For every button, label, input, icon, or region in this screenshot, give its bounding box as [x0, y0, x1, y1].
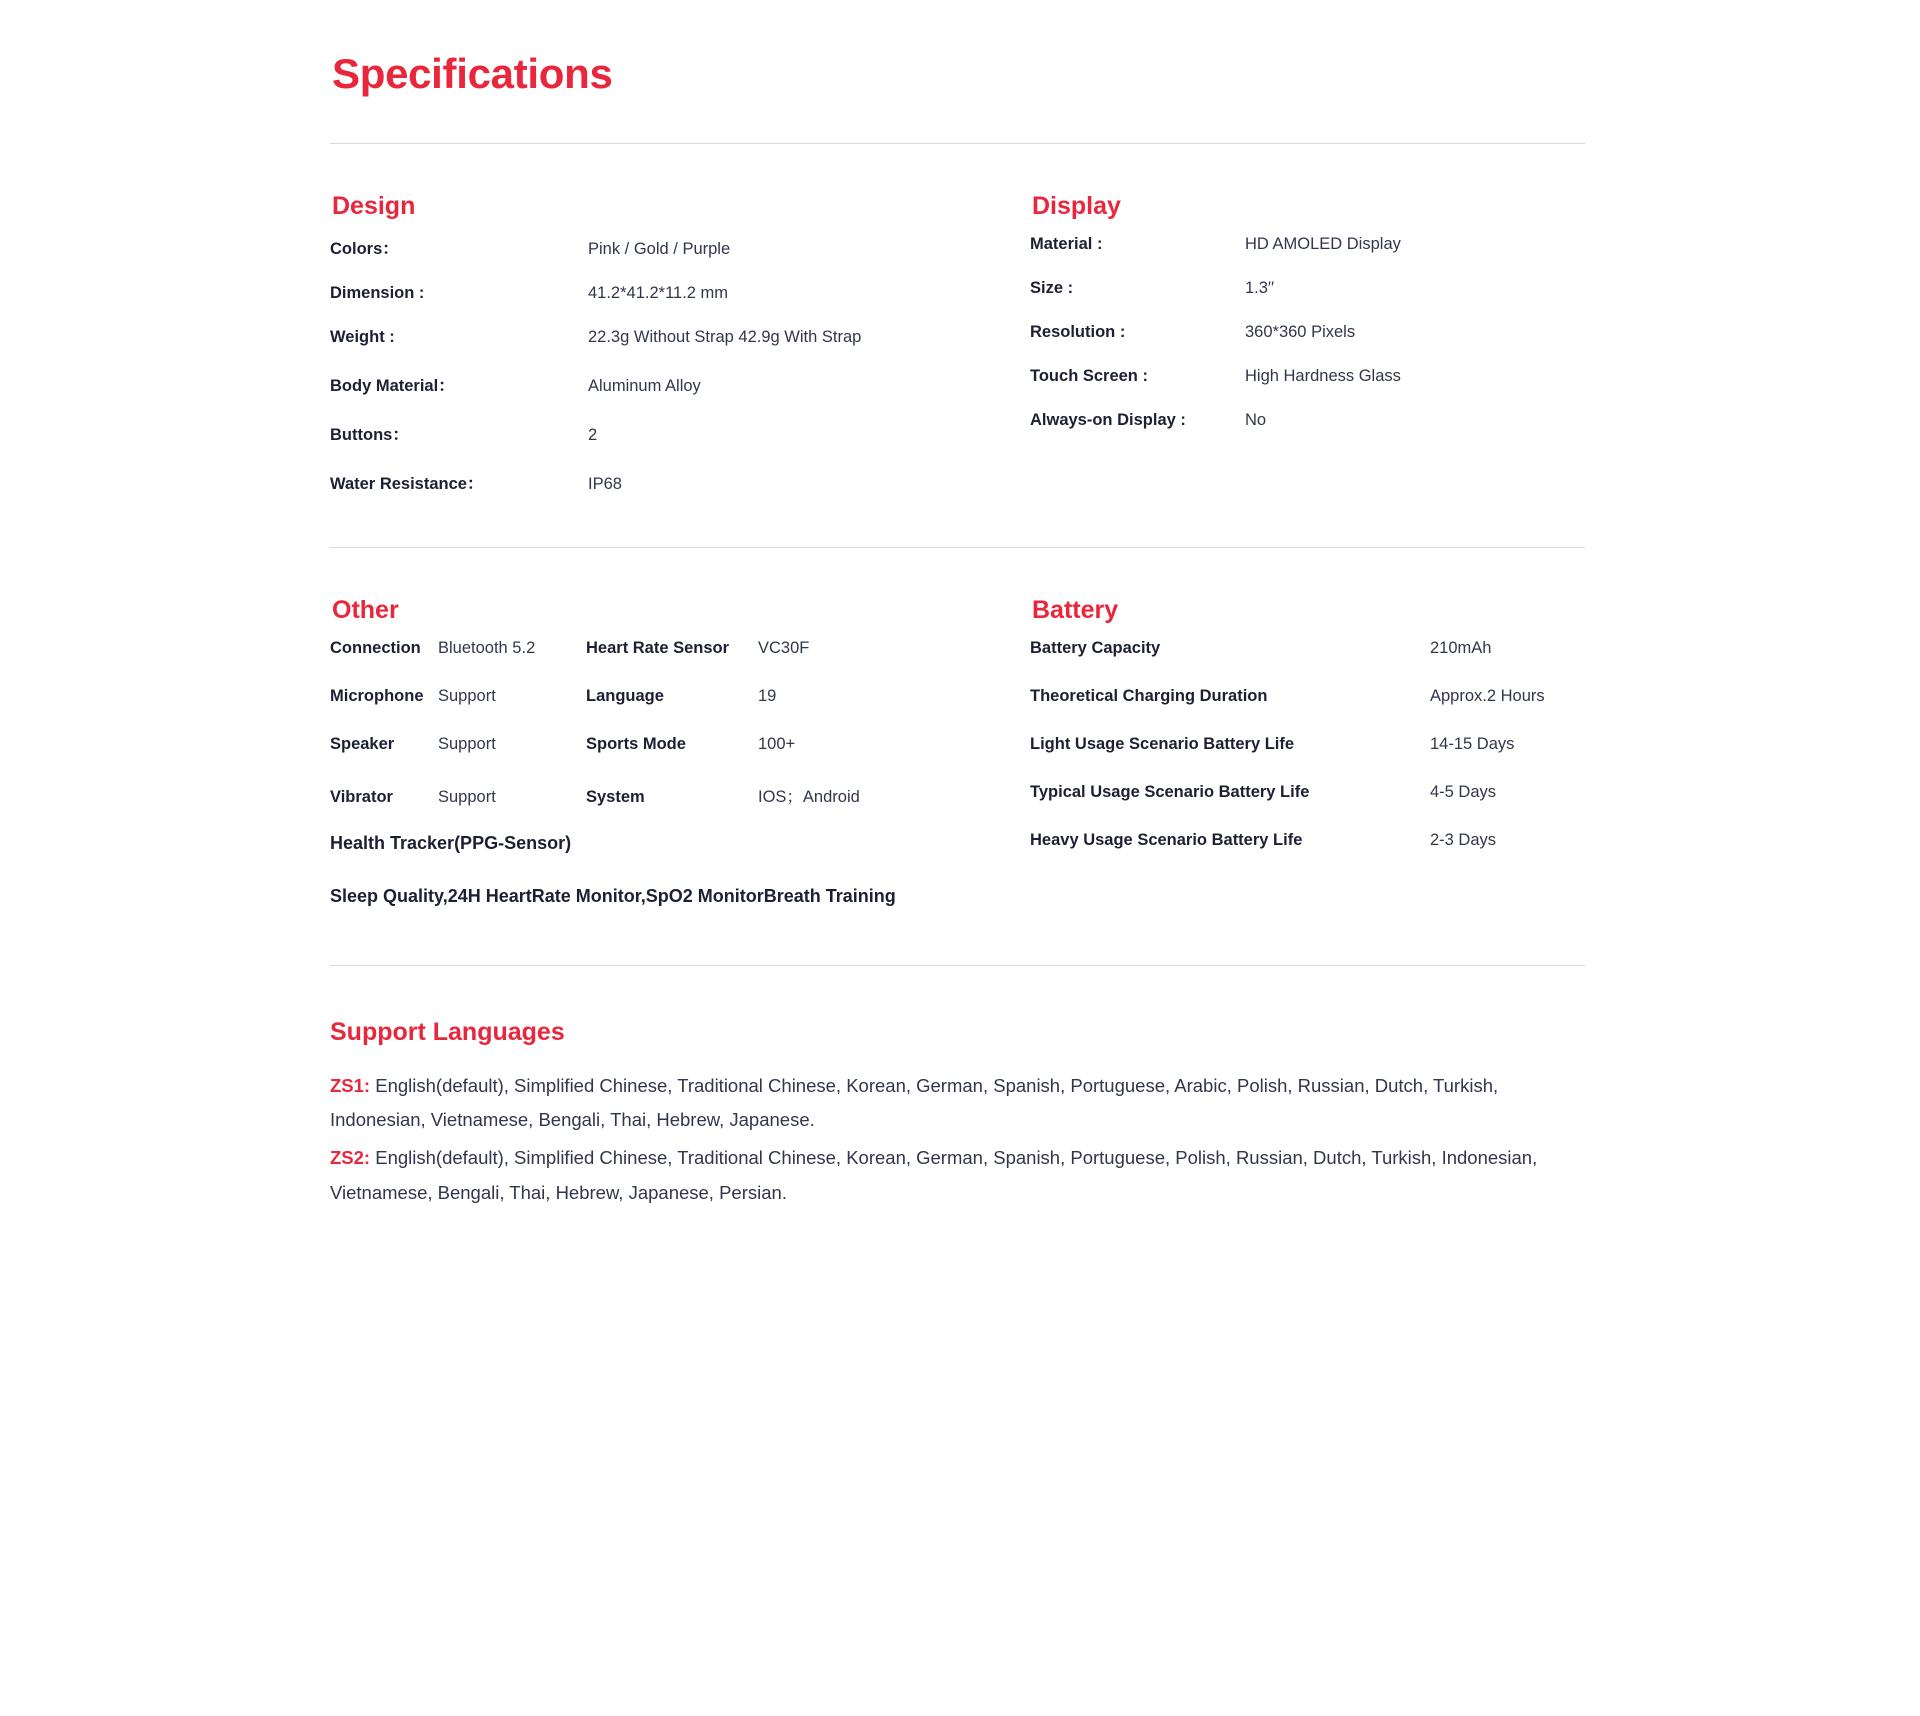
divider-top — [330, 143, 1585, 144]
other-label-language: Language — [586, 687, 664, 705]
health-tracker-heading: Health Tracker(PPG-Sensor) — [330, 833, 572, 853]
other-label-connection: Connection — [330, 639, 421, 657]
page-title: Specifications — [332, 50, 613, 97]
other-column — [330, 596, 1030, 907]
design-display-block — [330, 192, 1600, 519]
divider-middle — [330, 547, 1585, 548]
display-value-size: 1.3′′ — [1245, 279, 1275, 297]
design-value-body-material: Aluminum Alloy — [588, 377, 701, 395]
other-value-connection: Bluetooth 5.2 — [438, 639, 536, 657]
battery-row-heavy-usage — [1030, 831, 1585, 850]
language-item-zs1 — [330, 1069, 1580, 1137]
language-text-zs1: English(default), Simplified Chinese, Traditional Chinese, Korean, German, Spanish, Portuguese, Arabic, Polish, Russian, Dutch, Turkish, Indonesian, Vietnamese, Bengali, Thai, Hebrew, Japanese. — [330, 1075, 1499, 1131]
display-heading: Display — [1032, 192, 1121, 220]
health-tracker-detail: Sleep Quality,24H HeartRate Monitor,SpO2 MonitorBreath Training — [330, 886, 896, 906]
other-value-vibrator: Support — [438, 788, 496, 806]
battery-row-typical-usage — [1030, 783, 1585, 802]
other-label-vibrator: Vibrator — [330, 788, 393, 806]
battery-label-capacity: Battery Capacity — [1030, 639, 1161, 657]
other-value-heart-rate-sensor: VC30F — [758, 639, 810, 657]
display-value-resolution: 360*360 Pixels — [1245, 323, 1356, 341]
design-heading: Design — [332, 192, 416, 220]
display-row-resolution — [1030, 323, 1585, 342]
battery-value-capacity: 210mAh — [1430, 639, 1492, 657]
display-value-touch-screen: High Hardness Glass — [1245, 367, 1401, 385]
display-value-always-on: No — [1245, 411, 1267, 429]
other-label-heart-rate-sensor: Heart Rate Sensor — [586, 639, 730, 657]
display-row-touch-screen — [1030, 367, 1585, 386]
support-languages-block — [330, 1018, 1600, 1210]
design-row-colors — [330, 235, 1030, 259]
design-value-weight: 22.3g Without Strap 42.9g With Strap — [588, 328, 862, 346]
other-heading: Other — [332, 596, 399, 624]
language-text-zs2: English(default), Simplified Chinese, Traditional Chinese, Korean, German, Spanish, Portuguese, Polish, Russian, Dutch, Turkish, Indonesian, Vietnamese, Bengali, Thai, Hebrew, Japanese, Persian. — [330, 1147, 1538, 1203]
design-value-colors: Pink / Gold / Purple — [588, 240, 731, 258]
design-row-body-material — [330, 372, 1030, 396]
display-label-size: Size : — [1030, 279, 1074, 297]
battery-label-heavy-usage: Heavy Usage Scenario Battery Life — [1030, 831, 1303, 849]
display-row-size — [1030, 279, 1585, 298]
other-value-sports-mode: 100+ — [758, 735, 796, 753]
design-label-colors: Colors： — [330, 240, 399, 258]
battery-row-charging-duration — [1030, 687, 1585, 706]
battery-value-heavy-usage: 2-3 Days — [1430, 831, 1497, 849]
display-label-always-on: Always-on Display : — [1030, 411, 1186, 429]
battery-heading: Battery — [1032, 596, 1119, 624]
design-label-dimension: Dimension : — [330, 284, 425, 302]
battery-value-typical-usage: 4-5 Days — [1430, 783, 1497, 801]
battery-value-charging-duration: Approx.2 Hours — [1430, 687, 1545, 705]
language-tag-zs1: ZS1: — [330, 1075, 371, 1096]
other-label-sports-mode: Sports Mode — [586, 735, 686, 753]
other-value-speaker: Support — [438, 735, 496, 753]
display-row-material — [1030, 235, 1585, 254]
battery-column — [1030, 596, 1585, 907]
display-label-touch-screen: Touch Screen : — [1030, 367, 1148, 385]
other-label-microphone: Microphone — [330, 687, 424, 705]
other-value-language: 19 — [758, 687, 777, 705]
display-row-always-on — [1030, 411, 1585, 430]
design-column — [330, 192, 1030, 519]
design-value-dimension: 41.2*41.2*11.2 mm — [588, 284, 729, 302]
battery-row-capacity — [1030, 639, 1585, 658]
display-label-material: Material : — [1030, 235, 1103, 253]
content-wrapper — [330, 0, 1600, 1214]
other-value-system: IOS；Android — [758, 788, 860, 806]
battery-label-charging-duration: Theoretical Charging Duration — [1030, 687, 1268, 705]
language-item-zs2 — [330, 1141, 1580, 1209]
design-label-weight: Weight : — [330, 328, 395, 346]
other-label-speaker: Speaker — [330, 735, 395, 753]
display-column — [1030, 192, 1585, 519]
design-value-water-resistance: IP68 — [588, 475, 622, 493]
other-battery-block — [330, 596, 1600, 907]
language-tag-zs2: ZS2: — [330, 1147, 371, 1169]
design-row-buttons — [330, 421, 1030, 445]
display-value-material: HD AMOLED Display — [1245, 235, 1401, 253]
design-label-buttons: Buttons： — [330, 426, 409, 444]
other-label-system: System — [586, 788, 645, 806]
battery-value-light-usage: 14-15 Days — [1430, 735, 1515, 753]
design-row-weight — [330, 328, 1030, 347]
battery-label-light-usage: Light Usage Scenario Battery Life — [1030, 735, 1295, 753]
divider-bottom — [330, 965, 1585, 966]
design-label-water-resistance: Water Resistance： — [330, 475, 484, 493]
other-value-microphone: Support — [438, 687, 496, 705]
design-row-water-resistance — [330, 470, 1030, 494]
display-label-resolution: Resolution : — [1030, 323, 1126, 341]
support-languages-heading: Support Languages — [330, 1018, 565, 1046]
other-grid — [330, 639, 1030, 807]
design-value-buttons: 2 — [588, 426, 598, 444]
design-row-dimension — [330, 284, 1030, 303]
design-label-body-material: Body Material： — [330, 377, 455, 395]
battery-row-light-usage — [1030, 735, 1585, 754]
battery-label-typical-usage: Typical Usage Scenario Battery Life — [1030, 783, 1310, 801]
